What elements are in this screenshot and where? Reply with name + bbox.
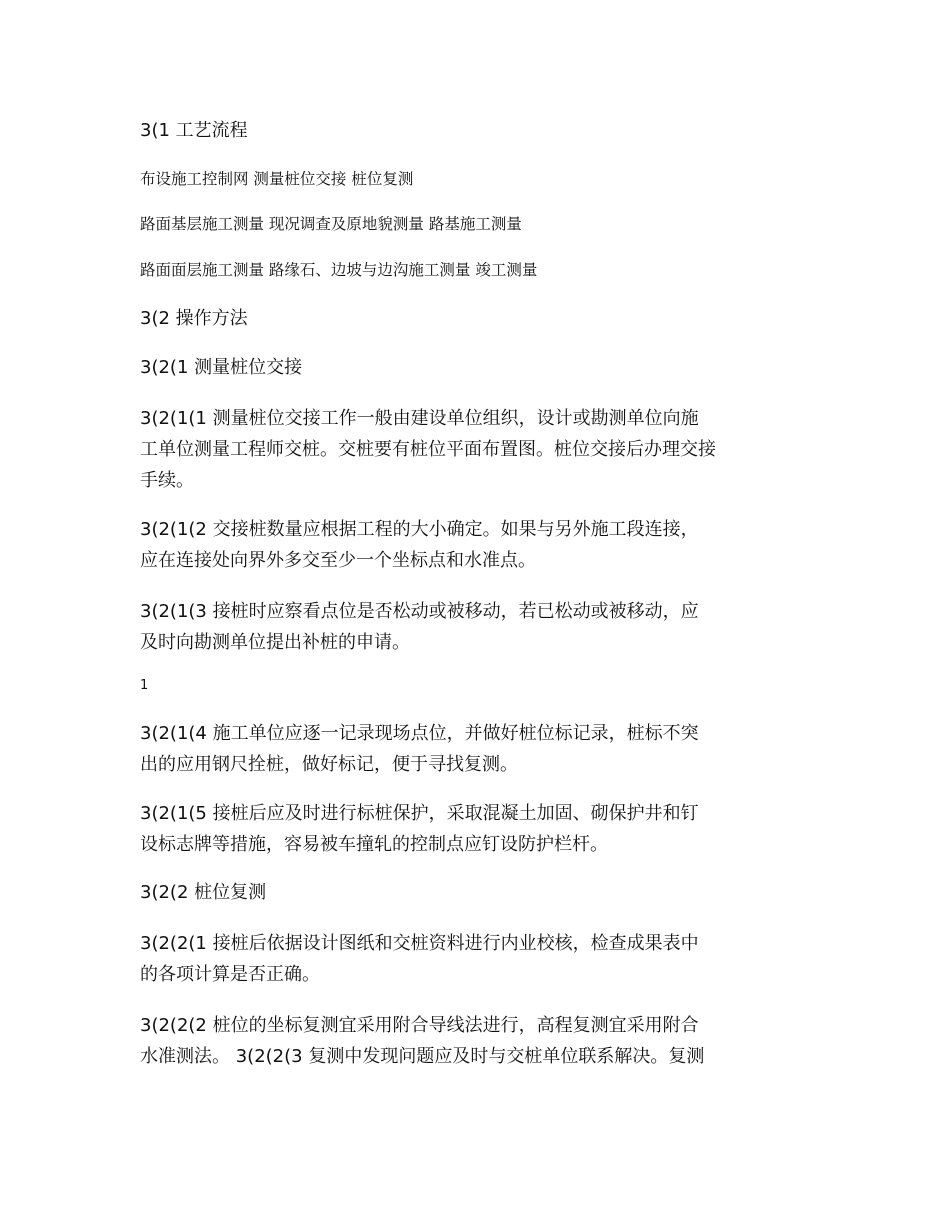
heading-3-2-2: 3(2(2 桩位复测 — [140, 882, 267, 903]
paragraph-line: 应在连接处向界外多交至少一个坐标点和水准点。 — [140, 550, 536, 571]
heading-3-1: 3(1 工艺流程 — [140, 120, 248, 141]
paragraph-line: 设标志牌等措施，容易被车撞轧的控制点应钉设防护栏杆。 — [140, 834, 608, 855]
paragraph-line: 手续。 — [140, 470, 194, 491]
paragraph-line: 的各项计算是否正确。 — [140, 964, 320, 985]
heading-3-2-1: 3(2(1 测量桩位交接 — [140, 357, 303, 378]
paragraph-line: 出的应用钢尺拴桩，做好标记，便于寻找复测。 — [140, 754, 518, 775]
paragraph-line: 3(2(2(2 桩位的坐标复测宜采用附合导线法进行，高程复测宜采用附合 — [140, 1015, 699, 1036]
paragraph-line: 3(2(1(2 交接桩数量应根据工程的大小确定。如果与另外施工段连接， — [140, 519, 699, 540]
paragraph-line: 工单位测量工程师交桩。交桩要有桩位平面布置图。桩位交接后办理交接 — [140, 439, 716, 460]
paragraph-line: 3(2(1(4 施工单位应逐一记录现场点位，并做好桩位标记录，桩标不突 — [140, 723, 699, 744]
paragraph-line: 3(2(1(1 测量桩位交接工作一般由建设单位组织，设计或勘测单位向施 — [140, 408, 699, 429]
page-number: 1 — [140, 678, 149, 693]
heading-3-2: 3(2 操作方法 — [140, 308, 248, 329]
flow-line-1: 布设施工控制网 测量桩位交接 桩位复测 — [140, 170, 414, 188]
paragraph-line: 3(2(1(5 接桩后应及时进行标桩保护，采取混凝土加固、砌保护井和钉 — [140, 803, 699, 824]
paragraph-line: 3(2(2(1 接桩后依据设计图纸和交桩资料进行内业校核，检查成果表中 — [140, 933, 699, 954]
flow-line-2: 路面基层施工测量 现况调查及原地貌测量 路基施工测量 — [140, 215, 522, 233]
paragraph-line: 水准测法。 3(2(2(3 复测中发现问题应及时与交桩单位联系解决。复测 — [140, 1046, 705, 1067]
paragraph-line: 及时向勘测单位提出补桩的申请。 — [140, 632, 410, 653]
flow-line-3: 路面面层施工测量 路缘石、边坡与边沟施工测量 竣工测量 — [140, 261, 538, 279]
paragraph-line: 3(2(1(3 接桩时应察看点位是否松动或被移动，若已松动或被移动，应 — [140, 601, 699, 622]
